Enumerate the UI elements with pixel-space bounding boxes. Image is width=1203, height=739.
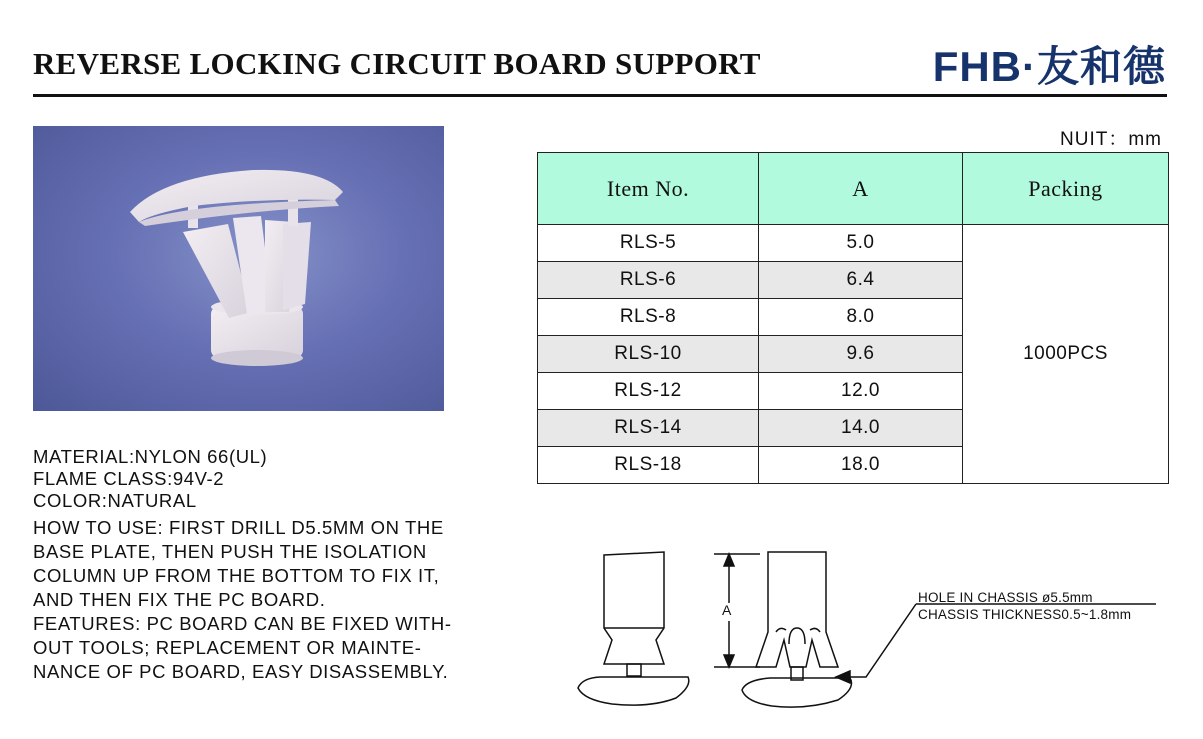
table-header-row xyxy=(538,153,1169,225)
brand-logo: FHB·友和德 xyxy=(932,43,1166,90)
packing-cell: 1000PCS xyxy=(963,225,1169,484)
side-view-stem xyxy=(627,664,641,676)
a-value-cell: 5.0 xyxy=(759,225,963,262)
item-no-cell: RLS-14 xyxy=(538,410,759,447)
technical-drawing xyxy=(570,545,1170,730)
flame-class-text: FLAME CLASS:94V-2 xyxy=(33,468,225,489)
item-no-cell: RLS-8 xyxy=(538,299,759,336)
side-view-head xyxy=(578,677,689,705)
product-photo xyxy=(33,126,444,411)
side-view-outline xyxy=(604,552,664,664)
a-value-cell: 14.0 xyxy=(759,410,963,447)
a-value-cell: 12.0 xyxy=(759,373,963,410)
usage-line: COLUMN UP FROM THE BOTTOM TO FIX IT, xyxy=(33,565,440,586)
header-packing: Packing xyxy=(963,153,1169,225)
material-text: MATERIAL:NYLON 66(UL) xyxy=(33,446,268,467)
technical-drawing-svg xyxy=(570,545,1170,725)
color-text: COLOR:NATURAL xyxy=(33,490,197,511)
item-no-cell: RLS-6 xyxy=(538,262,759,299)
usage-line: BASE PLATE, THEN PUSH THE ISOLATION xyxy=(33,541,427,562)
front-view-outline xyxy=(756,552,838,667)
a-value-cell: 9.6 xyxy=(759,336,963,373)
usage-line: HOW TO USE: FIRST DRILL D5.5MM ON THE xyxy=(33,517,444,538)
usage-line: NANCE OF PC BOARD, EASY DISASSEMBLY. xyxy=(33,661,449,682)
hole-spec: HOLE IN CHASSIS ø5.5mm xyxy=(918,590,1093,605)
front-view-slot xyxy=(789,628,805,644)
dimension-label: A xyxy=(722,602,732,618)
header-item-no: Item No. xyxy=(538,153,759,225)
usage-line: AND THEN FIX THE PC BOARD. xyxy=(33,589,326,610)
material-specs xyxy=(33,446,267,512)
unit-label: NUIT：mm xyxy=(1060,129,1162,150)
item-no-cell: RLS-12 xyxy=(538,373,759,410)
page-title: REVERSE LOCKING CIRCUIT BOARD SUPPORT xyxy=(33,46,761,81)
callout-arrow xyxy=(836,671,850,683)
front-view-barbs xyxy=(776,628,820,632)
title-underline xyxy=(33,94,1167,97)
front-view-head xyxy=(742,678,852,707)
chassis-callout xyxy=(918,589,1131,623)
item-no-cell: RLS-5 xyxy=(538,225,759,262)
usage-line: OUT TOOLS; REPLACEMENT OR MAINTE- xyxy=(33,637,422,658)
item-no-cell: RLS-18 xyxy=(538,447,759,484)
item-no-cell: RLS-10 xyxy=(538,336,759,373)
product-photo-drawing xyxy=(33,126,444,411)
usage-line: FEATURES: PC BOARD CAN BE FIXED WITH- xyxy=(33,613,452,634)
usage-instructions xyxy=(33,516,452,684)
header-a: A xyxy=(759,153,963,225)
table-row xyxy=(538,225,1169,262)
a-value-cell: 18.0 xyxy=(759,447,963,484)
a-value-cell: 6.4 xyxy=(759,262,963,299)
a-value-cell: 8.0 xyxy=(759,299,963,336)
thickness-spec: CHASSIS THICKNESS0.5~1.8mm xyxy=(918,607,1132,622)
spec-table xyxy=(537,152,1169,484)
